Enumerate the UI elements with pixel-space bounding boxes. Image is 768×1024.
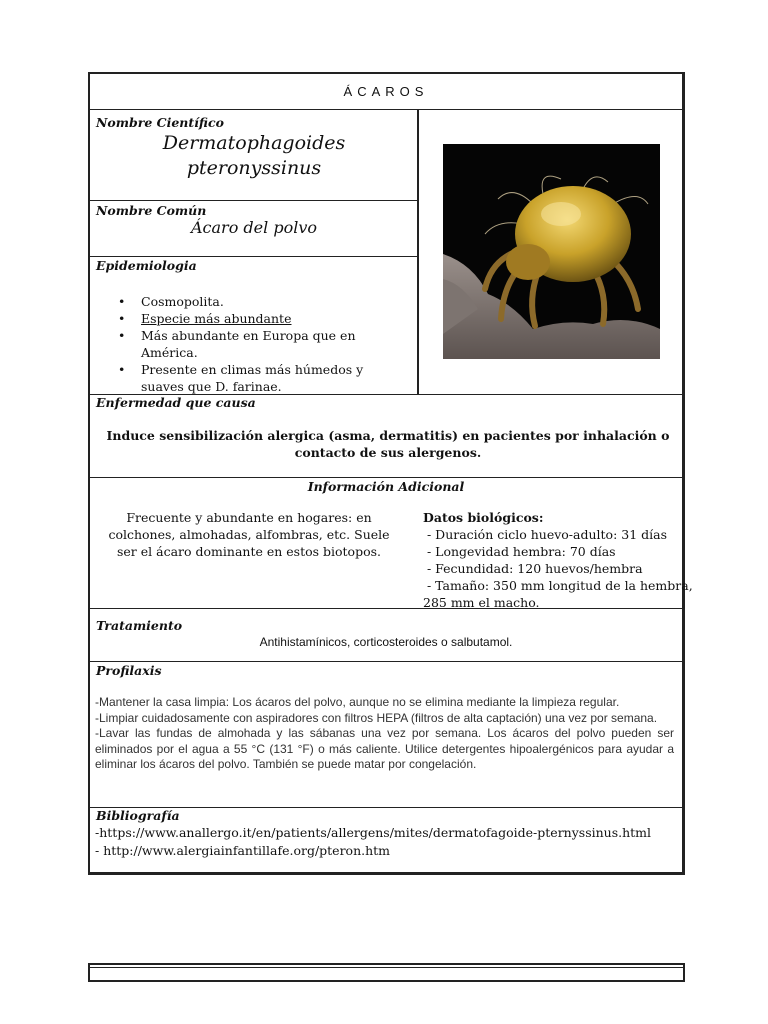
epidemiology-item: • Presente en climas más húmedos y suaves que D. farinae. [118,361,388,395]
scientific-name-line1: Dermatophagoides [162,132,346,154]
prophylaxis-paragraph: -Mantener la casa limpia: Los ácaros del polvo, aunque no se elimina mediante la limpieza regular. [95,695,620,709]
treatment-cell [90,609,682,662]
bibliography-label: Bibliografía [96,808,180,823]
epidemiology-cell [90,257,418,394]
scientific-name-label: Nombre Científico [96,115,224,130]
prophylaxis-cell [90,662,682,808]
dust-mite-illustration [443,144,660,359]
common-name-cell [90,201,418,257]
biological-data-item: - Longevidad hembra: 70 días [423,544,616,559]
prophylaxis-label: Profilaxis [96,663,162,678]
scientific-name-line2: pteronyssinus [186,157,322,179]
epidemiology-label: Epidemiologia [96,258,197,273]
bibliography-link[interactable]: -https://www.anallergo.it/en/patients/allergens/mites/dermatofagoide-pternyssinus.html [95,825,652,840]
bibliography-link[interactable]: - http://www.alergiainfantillafe.org/pteron.htm [95,843,391,858]
biological-data [423,509,693,611]
epidemiology-item: • Especie más abundante [118,310,388,327]
footer-rule [88,963,685,982]
prophylaxis-text [95,695,674,773]
sheet-title: ÁCAROS [90,74,682,110]
disease-text: Induce sensibilización alergica (asma, dermatitis) en pacientes por inhalación o contacto de sus alergenos. [106,428,670,460]
bibliography-list [95,824,651,860]
biological-data-item: - Tamaño: 350 mm longitud de la hembra, [423,578,693,593]
disease-cell [90,394,682,478]
bibliography-cell [90,808,682,874]
scientific-name-cell [90,110,418,201]
common-name-value: Ácaro del polvo [191,218,317,237]
additional-info-label: Información Adicional [307,479,465,494]
biological-data-item: - Duración ciclo huevo-adulto: 31 días [423,527,668,542]
biological-data-title: Datos biológicos: [423,510,544,525]
additional-info-habitat: Frecuente y abundante en hogares: en colchones, almohadas, alfombras, etc. Suele ser el ácaro dominante en estos biotopos. [108,510,390,559]
epidemiology-item: • Cosmopolita. [118,293,388,310]
epidemiology-item: • Más abundante en Europa que en América. [118,327,388,361]
biological-data-item: - Fecundidad: 120 huevos/hembra [423,561,643,576]
prophylaxis-paragraph: -Limpiar cuidadosamente con aspiradores con filtros HEPA (filtros de alta captación) una vez por semana. [95,710,658,725]
biological-data-item: 285 mm el macho. [423,595,540,610]
treatment-label: Tratamiento [96,618,183,633]
additional-info-cell [90,478,693,610]
epidemiology-list [118,293,388,395]
mite-factsheet [88,72,693,875]
prophylaxis-paragraph: -Lavar las fundas de almohada y las sábanas una vez por semana. Los ácaros del polvo pueden ser eliminados por el agua a 55 °C (131 °F) o más caliente. Utilice detergentes hipoalergénicos para ayudar a eliminar los ácaros del polvo. También se puede matar por congelación. [95,726,674,771]
disease-label: Enfermedad que causa [96,395,256,410]
common-name-label: Nombre Común [96,203,207,218]
dust-mite-photo [443,144,660,359]
treatment-text: Antihistamínicos, corticosteroides o salbutamol. [259,635,513,649]
column-divider [418,110,419,394]
